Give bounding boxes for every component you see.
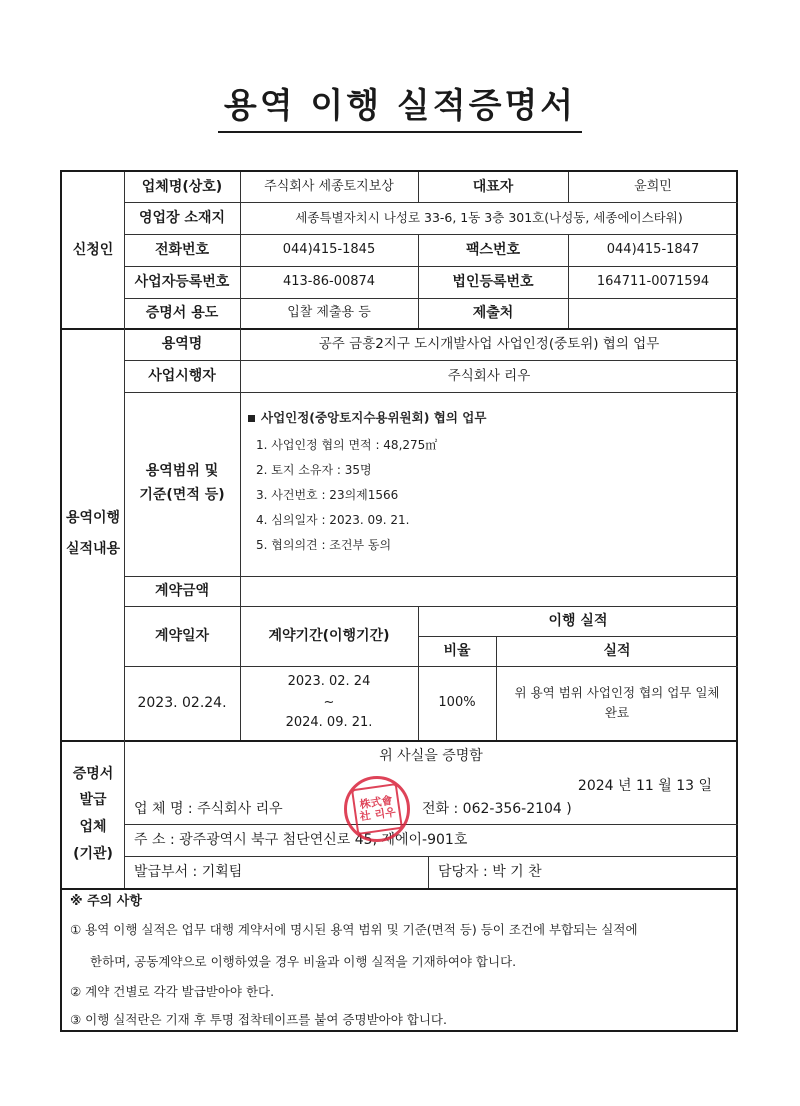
- purpose-label: 증명서 용도: [145, 304, 219, 321]
- ceo-value: 윤희민: [634, 179, 672, 195]
- service-name-label: 용역명: [161, 335, 203, 352]
- submit-to-value: [568, 298, 738, 328]
- notice-item-3: ③ 이행 실적란은 기재 후 투명 접착테이프를 붙여 증명받아야 합니다.: [70, 1012, 447, 1027]
- performance-label: 이행 실적: [548, 612, 608, 629]
- operator-label: 사업시행자: [148, 367, 216, 384]
- issuer-company: 업 체 명 : 주식회사 리우: [134, 800, 283, 817]
- scope-content: [248, 408, 728, 561]
- company-name-label: 업체명(상호): [141, 178, 223, 195]
- contract-date-value: 2023. 02.24.: [137, 694, 227, 711]
- address-value: 세종특별자치시 나성로 33-6, 1동 3층 301호(나성동, 세종에이스타워): [295, 209, 683, 225]
- company-name-value: 주식회사 세종토지보상: [264, 179, 394, 195]
- issue-date: 2024 년 11 월 13 일: [577, 777, 712, 794]
- certify-text: 위 사실을 증명함: [379, 747, 483, 764]
- square-bullet-icon: [248, 415, 255, 422]
- issuer-phone: 전화 : 062-356-2104 ): [422, 800, 572, 817]
- period-value: 2023. 02. 24 ~ 2024. 09. 21.: [285, 673, 373, 731]
- scope-heading: 사업인정(중앙토지수용위원회) 협의 업무: [248, 408, 728, 426]
- contract-date-label: 계약일자: [154, 627, 210, 644]
- submit-to-label: 제출처: [472, 304, 514, 321]
- scope-label: 용역범위 및 기준(면적 등): [139, 463, 225, 503]
- phone-label: 전화번호: [154, 241, 210, 258]
- result-label: 실적: [603, 642, 631, 659]
- amount-value: [240, 576, 738, 606]
- notice-item-1: ① 용역 이행 실적은 업무 대행 계약서에 명시된 용역 범위 및 기준(면적 등) 등이 조건에 부합되는 실적에: [70, 922, 638, 937]
- purpose-value: 입찰 제출용 등: [287, 305, 371, 321]
- seal-text: 株式會社 리우: [351, 783, 403, 835]
- ceo-label: 대표자: [472, 178, 514, 195]
- bizno-value: 413-86-00874: [282, 274, 376, 290]
- corpno-label: 법인등록번호: [452, 273, 534, 290]
- ratio-label: 비율: [443, 642, 471, 659]
- certificate-form: [60, 170, 738, 1032]
- fax-value: 044)415-1847: [606, 242, 700, 258]
- scope-item: 2. 토지 소유자 : 35명: [256, 463, 372, 477]
- scope-item: 4. 심의일자 : 2023. 09. 21.: [256, 513, 410, 527]
- scope-item: 3. 사건번호 : 23의제1566: [256, 488, 399, 502]
- scope-item: 5. 협의의견 : 조건부 동의: [256, 538, 392, 552]
- document-title: 용역 이행 실적증명서: [0, 78, 800, 133]
- scope-item: 1. 사업인정 협의 면적 : 48,275㎡: [256, 438, 438, 452]
- amount-label: 계약금액: [154, 582, 210, 599]
- service-section-label: 용역이행 실적내용: [65, 510, 121, 557]
- corpno-value: 164711-0071594: [596, 274, 710, 290]
- issuer-address: 주 소 : 광주광역시 북구 첨단연신로 45, 제에이-901호: [134, 831, 468, 848]
- phone-value: 044)415-1845: [282, 242, 376, 258]
- issuer-department: 발급부서 : 기획팀: [134, 863, 243, 880]
- ratio-value: 100%: [438, 695, 476, 711]
- address-label: 영업장 소재지: [138, 209, 226, 226]
- notice-item-1-cont: 한하며, 공동계약으로 이행하였을 경우 비율과 이행 실적을 기재하여야 합니다.: [90, 954, 517, 969]
- issuer-section-label: 증명서 발급 업체 (기관): [72, 765, 114, 862]
- operator-value: 주식회사 리우: [447, 367, 531, 384]
- notice-item-2: ② 계약 건별로 각각 발급받아야 한다.: [70, 984, 275, 999]
- bizno-label: 사업자등록번호: [134, 273, 230, 290]
- issuer-manager: 담당자 : 박 기 찬: [438, 863, 542, 880]
- applicant-section-label: 신청인: [72, 241, 114, 258]
- period-label: 계약기간(이행기간): [268, 627, 390, 644]
- company-seal-stamp: [344, 776, 410, 842]
- result-value: 위 용역 범위 사업인정 협의 업무 일체 완료: [514, 685, 720, 720]
- service-name-value: 공주 금흥2지구 도시개발사업 사업인정(중토위) 협의 업무: [318, 335, 660, 352]
- notice-title: ※ 주의 사항: [70, 894, 142, 909]
- fax-label: 팩스번호: [465, 241, 521, 258]
